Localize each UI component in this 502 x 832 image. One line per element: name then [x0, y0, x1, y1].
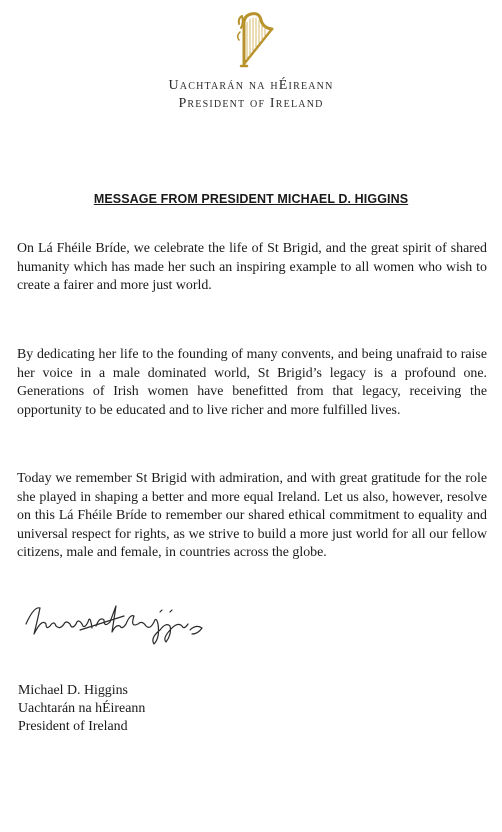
- signatory-name: Michael D. Higgins: [18, 683, 128, 698]
- message-paragraph-2: By dedicating her life to the founding of many convents, and being unafraid to raise her voice in a male dominated world, St Brigid’s legacy is a profound one. Generations of Irish women have benefitted from that legacy, receiving the opportunity to be educated and to live richer and more fulfilled lives.: [17, 347, 487, 418]
- harp-icon: [230, 8, 278, 70]
- message-paragraph-1: On Lá Fhéile Bríde, we celebrate the life of St Brigid, and the great spirit of shared humanity which has made her such an inspiring example to all women who wish to create a fairer and more just world.: [17, 241, 487, 294]
- signatory-title-english: President of Ireland: [18, 719, 128, 734]
- message-heading: MESSAGE FROM PRESIDENT MICHAEL D. HIGGINS: [93, 192, 409, 206]
- message-paragraph-3: Today we remember St Brigid with admiration, and with great gratitude for the role she played in shaping a better and more equal Ireland. Let us also, however, resolve on this Lá Fhéile Bríde to remember our shared ethical commitment to equality and universal respect for rights, as we strive to build a more just world for all our fellow citizens, male and female, in countries across the globe.: [17, 471, 487, 561]
- handwritten-signature: [20, 594, 220, 654]
- office-title-irish: Uachtarán na hÉireann: [168, 78, 334, 93]
- signatory-title-irish: Uachtarán na hÉireann: [18, 701, 146, 716]
- office-title-english: President of Ireland: [178, 96, 324, 111]
